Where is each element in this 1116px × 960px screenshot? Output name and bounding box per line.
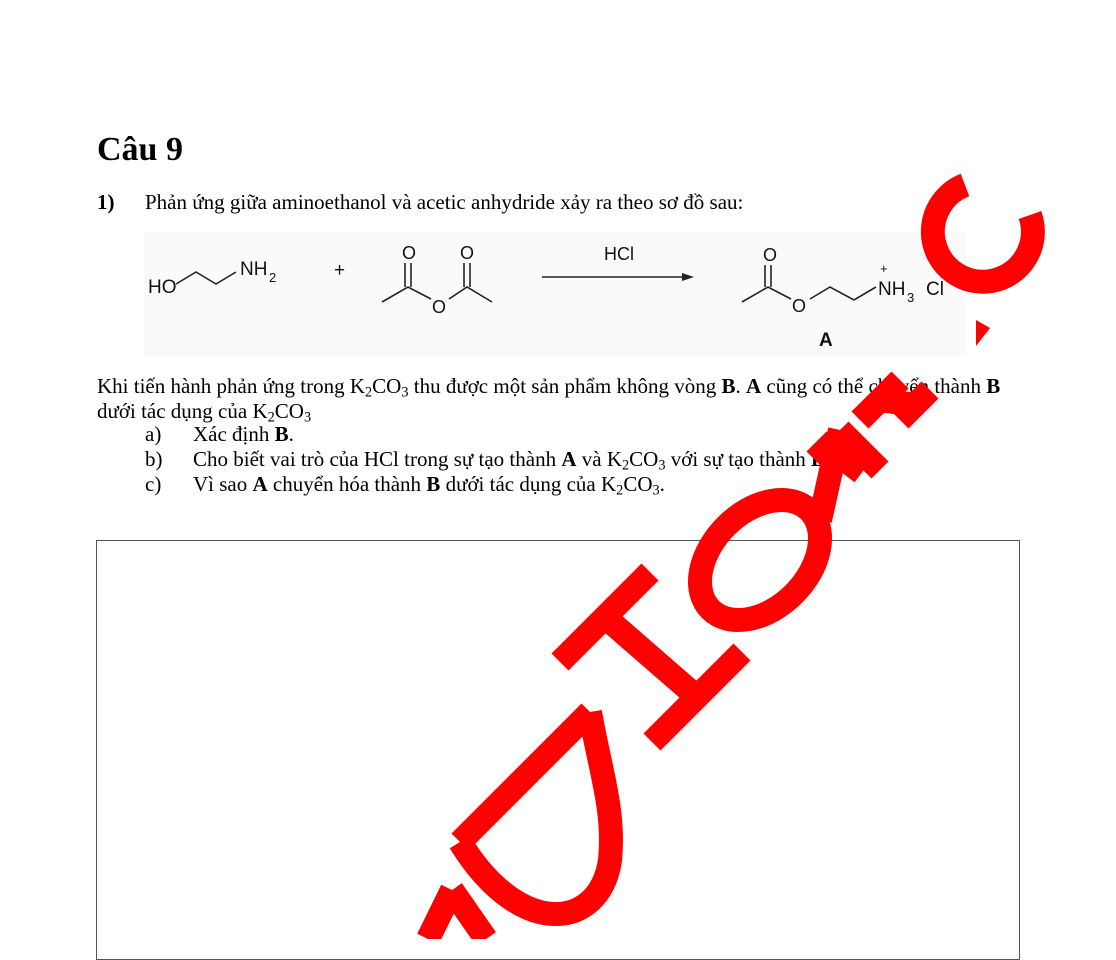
para-s2-sub1: 2 [267, 409, 275, 426]
para-s2-rest2: dưới tác dụng của K [97, 399, 268, 423]
sub-b-sub2: 3 [658, 457, 666, 474]
para-s2-sub2: 3 [303, 409, 312, 426]
reaction-scheme-drawing [144, 232, 966, 356]
sub-b-co: CO [629, 447, 659, 471]
sub-a-post: . [288, 422, 294, 446]
sub-question-c [145, 472, 830, 497]
plus-sign: + [334, 260, 346, 281]
sub-c-mid: chuyển hóa thành [267, 472, 427, 496]
product-cl: Cl [926, 279, 944, 300]
sub-a-pre: Xác định [193, 422, 275, 446]
description-paragraph [97, 374, 1032, 424]
sub-c-mid2: dưới tác dụng của K [440, 472, 617, 496]
reaction-arrow-head [682, 273, 694, 281]
sub-c-bold2: B [426, 472, 441, 496]
product-charge-minus: − [948, 269, 957, 285]
sub-c-sub2: 3 [652, 482, 660, 499]
sub-b-mid: và K [576, 447, 622, 471]
arrow-label-hcl: HCl [604, 244, 634, 264]
para-s1-sub1: 2 [365, 384, 373, 401]
sub-b-bold2: B [811, 447, 826, 471]
reagent1-ho: HO [148, 277, 177, 298]
reagent1-nh: NH [240, 259, 268, 280]
para-s1-rest: thu được một sản phẩm không vòng [408, 374, 722, 398]
sub-question-c-letter: c) [145, 472, 162, 496]
para-s1-co: CO [372, 374, 402, 398]
sub-b-pre: Cho biết vai trò của HCl trong sự tạo thành [193, 447, 562, 471]
question-line [97, 188, 743, 216]
product-o-carbonyl: O [763, 245, 778, 265]
product-nh-sub: 3 [907, 290, 915, 305]
sub-c-sub1: 2 [616, 482, 624, 499]
sub-question-list [145, 422, 830, 497]
para-s2-a: A [745, 374, 762, 398]
sub-question-a-letter: a) [145, 422, 162, 446]
sub-c-post: . [659, 472, 665, 496]
product-nh: NH [878, 279, 906, 300]
sub-c-bold1: A [252, 472, 268, 496]
sub-c-co: CO [623, 472, 653, 496]
product-charge-plus: + [880, 261, 888, 276]
question-text: Phản ứng giữa aminoethanol và acetic anhydride xảy ra theo sơ đồ sau: [145, 190, 744, 214]
product-bonds [742, 265, 876, 302]
sub-question-b-letter: b) [145, 447, 163, 471]
sub-b-sub1: 2 [622, 457, 630, 474]
watermark-fragment [976, 320, 990, 346]
product-o-ester: O [792, 296, 807, 316]
para-s1: Khi tiến hành phản ứng trong K [97, 374, 366, 398]
question-number: 1) [97, 190, 115, 214]
product-label-a: A [819, 330, 833, 351]
sub-b-mid2: với sự tạo thành [665, 447, 812, 471]
sub-question-b [145, 447, 830, 472]
question-title: Câu 9 [97, 131, 183, 168]
para-s1-b: B [721, 374, 736, 398]
para-s2-co: CO [274, 399, 304, 423]
sub-b-post: . [825, 447, 831, 471]
answer-box[interactable] [96, 540, 1020, 960]
sub-b-bold1: A [561, 447, 577, 471]
para-s2-rest: cũng có thể chuyển thành [761, 374, 987, 398]
reaction-scheme [144, 232, 966, 356]
anhydride-o-right: O [460, 243, 475, 263]
para-s1-sub2: 3 [401, 384, 409, 401]
sub-c-pre: Vì sao [193, 472, 253, 496]
para-s2-b: B [986, 374, 1001, 398]
para-s1-dot: . [735, 374, 746, 398]
sub-question-a [145, 422, 830, 447]
reagent1-bonds [176, 272, 236, 284]
anhydride-o-bridge: O [432, 297, 447, 317]
anhydride-o-left: O [402, 243, 417, 263]
sub-a-bold: B [274, 422, 289, 446]
reagent1-nh-sub: 2 [269, 270, 277, 285]
